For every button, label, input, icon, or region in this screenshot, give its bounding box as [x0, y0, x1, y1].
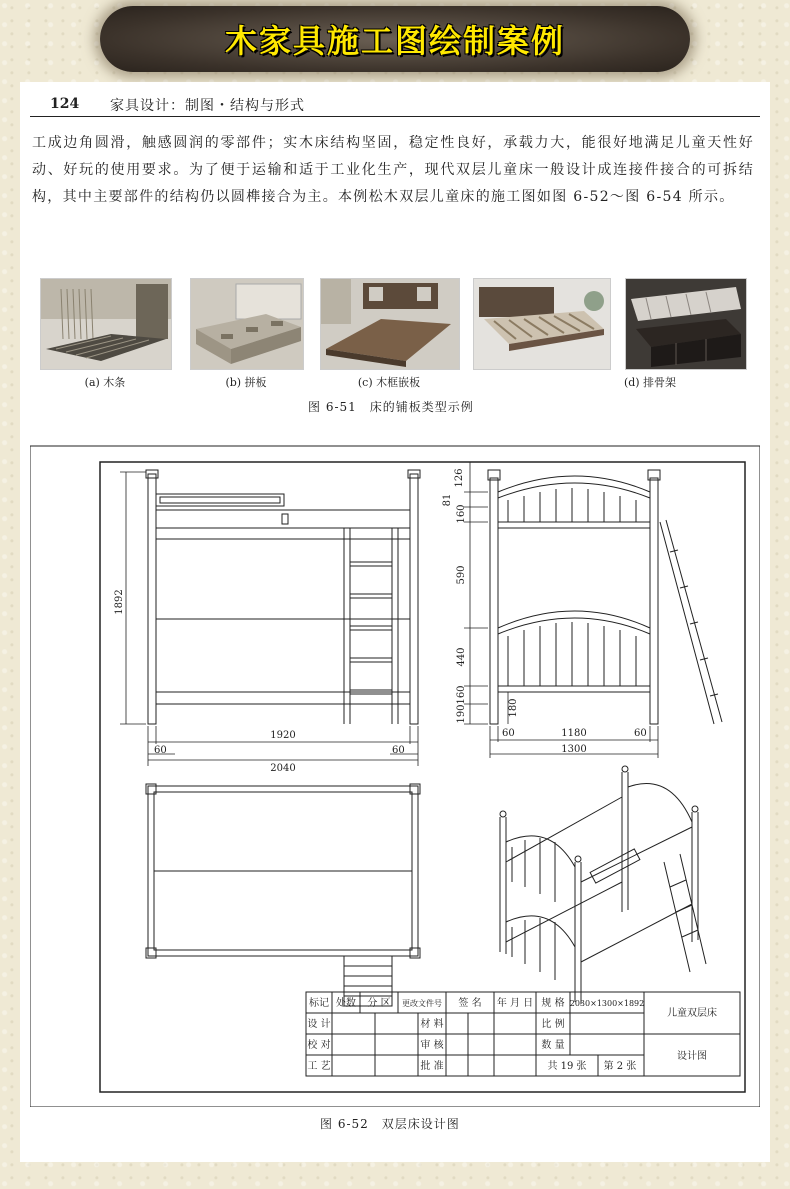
side-elevation [488, 470, 722, 724]
tb-drawing-type: 设计图 [677, 1051, 707, 1062]
photo-wood-slats [40, 278, 172, 370]
figure-52-caption: 图 6-52 双层床设计图 [320, 1117, 460, 1131]
dim-side-440: 440 [456, 647, 467, 667]
photo-slat-frame-image [474, 279, 610, 369]
tb-count: 处数 [336, 998, 356, 1009]
page-number: 124 [50, 96, 80, 112]
photo-panel-board-image [191, 279, 303, 369]
tb-review: 审 核 [420, 1040, 444, 1051]
photo-label-slat-frame: (d) 排骨架 [623, 376, 677, 389]
photo-label-framed-panel: (c) 木框嵌板 [357, 376, 421, 389]
dim-side-total-width: 1300 [561, 744, 587, 755]
dim-side-post-left: 60 [502, 728, 515, 739]
photo-storage-bed-image [626, 279, 746, 369]
banner [100, 6, 690, 72]
dim-side-post-right: 60 [634, 728, 647, 739]
photo-label-wood-slats: (a) 木条 [84, 376, 126, 389]
tb-change-doc: 更改文件号 [402, 999, 442, 1008]
tb-quantity: 数 量 [541, 1040, 565, 1051]
tb-date: 年 月 日 [496, 998, 534, 1009]
dim-side-inner-width: 1180 [561, 728, 587, 739]
tb-check: 校 对 [307, 1040, 331, 1051]
photo-label-panel-board: (b) 拼板 [225, 376, 267, 389]
dim-front-inner-width: 1920 [270, 730, 296, 741]
photo-slat-frame [473, 278, 611, 370]
tb-material: 材 料 [420, 1019, 444, 1030]
dim-side-126: 126 [454, 468, 465, 488]
bunk-bed-drawing [30, 442, 760, 1107]
dim-front-post-right: 60 [392, 745, 405, 756]
photo-framed-panel [320, 278, 460, 370]
tb-approve: 批 准 [420, 1061, 444, 1072]
book-page [20, 82, 770, 1162]
plan-view [146, 784, 420, 1006]
tb-ratio: 比 例 [541, 1019, 565, 1030]
dim-front-height: 1892 [114, 589, 125, 615]
tb-design: 设 计 [307, 1019, 331, 1030]
tb-zone: 分 区 [367, 998, 391, 1009]
tb-mark: 标记 [309, 998, 329, 1009]
front-elevation [146, 470, 420, 724]
dim-side-590: 590 [456, 565, 467, 585]
dim-side-160-bottom: 160 [456, 685, 467, 705]
tb-process: 工 艺 [307, 1061, 331, 1072]
tb-spec-label: 规 格 [541, 998, 565, 1009]
photo-panel-board [190, 278, 304, 370]
isometric-view [500, 766, 706, 1004]
dim-side-190: 190 [456, 704, 467, 724]
photo-framed-panel-image [321, 279, 459, 369]
tb-total-sheets: 共 19 张 [547, 1061, 587, 1072]
photo-wood-slats-image [41, 279, 171, 369]
dim-side-160-top: 160 [456, 504, 467, 524]
dim-front-post-left: 60 [154, 745, 167, 756]
tb-sheet-no: 第 2 张 [603, 1061, 637, 1072]
photo-storage-bed [625, 278, 747, 370]
page-header [30, 92, 760, 117]
banner-title: 木家具施工图绘制案例 [224, 22, 565, 60]
drawing-inner-frame [100, 462, 745, 1092]
dim-front-total-width: 2040 [270, 763, 296, 774]
dim-side-81: 81 [442, 493, 453, 507]
dim-side-180: 180 [508, 698, 519, 718]
body-paragraph: 工成边角圆滑，触感圆润的零部件；实木床结构坚固，稳定性良好，承载力大，能很好地满足儿童天性好动、好玩的使用要求。为了便于运输和适于工业化生产，现代双层儿童床一般设计成连接件接合的可拆结构，其中主要部件的结构仍以圆榫接合为主。本例松木双层儿童床的施工图如图 6-52～图 6-54 所示。 [32, 135, 754, 205]
figure-51-caption: 图 6-51 床的铺板类型示例 [308, 400, 474, 414]
tb-spec-value: 2030×1300×1892 [569, 999, 645, 1008]
book-title: 家具设计：制图・结构与形式 [110, 98, 305, 114]
tb-signature: 签 名 [458, 998, 482, 1009]
tb-product-name: 儿童双层床 [667, 1008, 717, 1019]
